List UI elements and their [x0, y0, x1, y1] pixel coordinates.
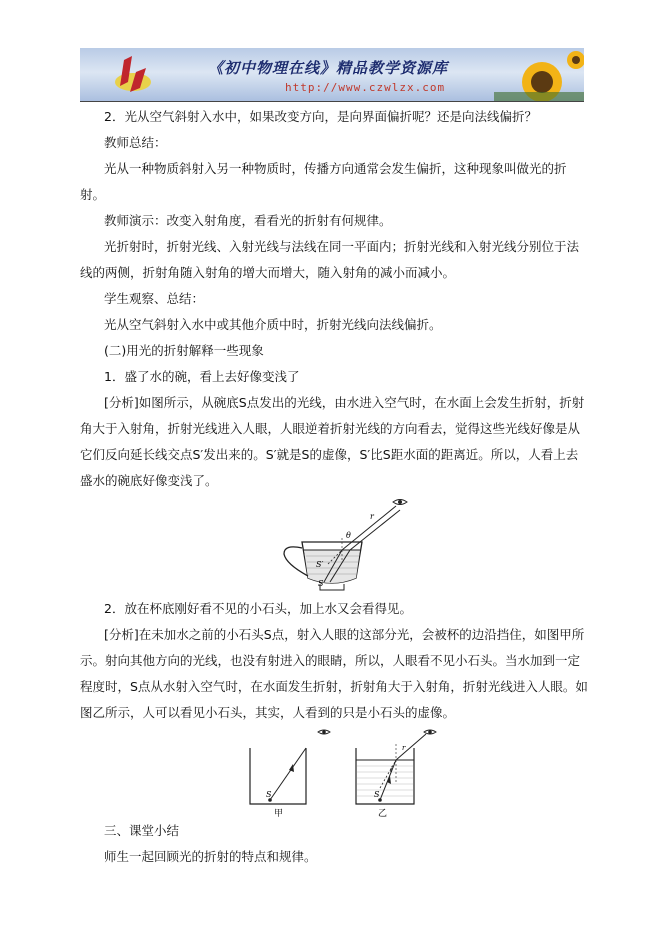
label-r: r	[370, 512, 374, 521]
paragraph: (二)用光的折射解释一些现象	[104, 343, 264, 358]
label-jia: 甲	[274, 809, 284, 818]
label-r-b: r	[402, 744, 406, 752]
paragraph: 光从空气斜射入水中或其他介质中时，折射光线向法线偏折。	[104, 317, 442, 332]
paragraph: 光从一种物质斜射入另一种物质时，传播方向通常会发生偏折，这种现象叫做光的折射。	[80, 161, 567, 202]
paragraph: 三、课堂小结	[104, 823, 180, 838]
label-i-b: i	[390, 766, 393, 774]
banner-url: http://www.czwlzx.com	[285, 81, 446, 94]
paragraph: [分析]在未加水之前的小石头S点，射入人眼的这部分光，会被杯的边沿挡住，如图甲所示。射向其他方向的光线，也没有射进入的眼睛，所以，人眼看不见小石头。当水加到一定程度时，S点从水射入空气时，在水面发生折射，折射角大于入射角，折射光线进入人眼。如图乙所示，人可以看见小石头，其实，人看到的只是小石头的虚像。	[80, 627, 588, 720]
eye-icon	[424, 730, 436, 734]
label-s-prime: S′	[316, 560, 324, 569]
label-s-a: S	[266, 790, 272, 799]
sunflower-icon	[494, 48, 584, 102]
paragraph: 教师总结：	[104, 135, 167, 150]
eye-icon	[393, 500, 407, 505]
label-s: S	[318, 579, 324, 588]
label-angle: θ	[346, 531, 351, 540]
paragraph: 1．盛了水的碗，看上去好像变浅了	[104, 369, 300, 384]
header-rule	[80, 101, 584, 102]
bowl-refraction-figure	[80, 494, 588, 596]
cup-b	[356, 730, 436, 818]
paragraph: 2．光从空气斜射入水中，如果改变方向，是向界面偏折呢？还是向法线偏折？	[104, 109, 537, 124]
label-yi: 乙	[378, 809, 388, 818]
paragraph: [分析]如图所示，从碗底S点发出的光线，由水进入空气时，在水面上会发生折射，折射角大于入射角，折射光线进入人眼，人眼逆着折射光线的方向看去，觉得这些光线好像是从它们反向延长线交点S′发出来的。S′就是S的虚像，S′比S距水面的距离近。所以，人看上去盛水的碗底好像变浅了。	[80, 395, 585, 488]
paragraph: 学生观察、总结：	[104, 291, 205, 306]
document-body	[80, 104, 588, 870]
header-banner	[80, 48, 584, 102]
paragraph: 师生一起回顾光的折射的特点和规律。	[104, 849, 317, 864]
cup-a	[250, 730, 330, 818]
label-s-b: S	[374, 790, 380, 799]
paragraph: 教师演示：改变入射角度，看看光的折射有何规律。	[104, 213, 392, 228]
site-logo-icon	[110, 52, 156, 98]
eye-icon	[318, 730, 330, 734]
paragraph: 光折射时，折射光线、入射光线与法线在同一平面内；折射光线和入射光线分别位于法线的两侧，折射角随入射角的增大而增大，随入射角的减小而减小。	[80, 239, 580, 280]
banner-title: 《初中物理在线》精品教学资源库	[208, 59, 449, 77]
stone-refraction-figure	[80, 726, 588, 818]
paragraph: 2．放在杯底刚好看不见的小石头，加上水又会看得见。	[104, 601, 412, 616]
